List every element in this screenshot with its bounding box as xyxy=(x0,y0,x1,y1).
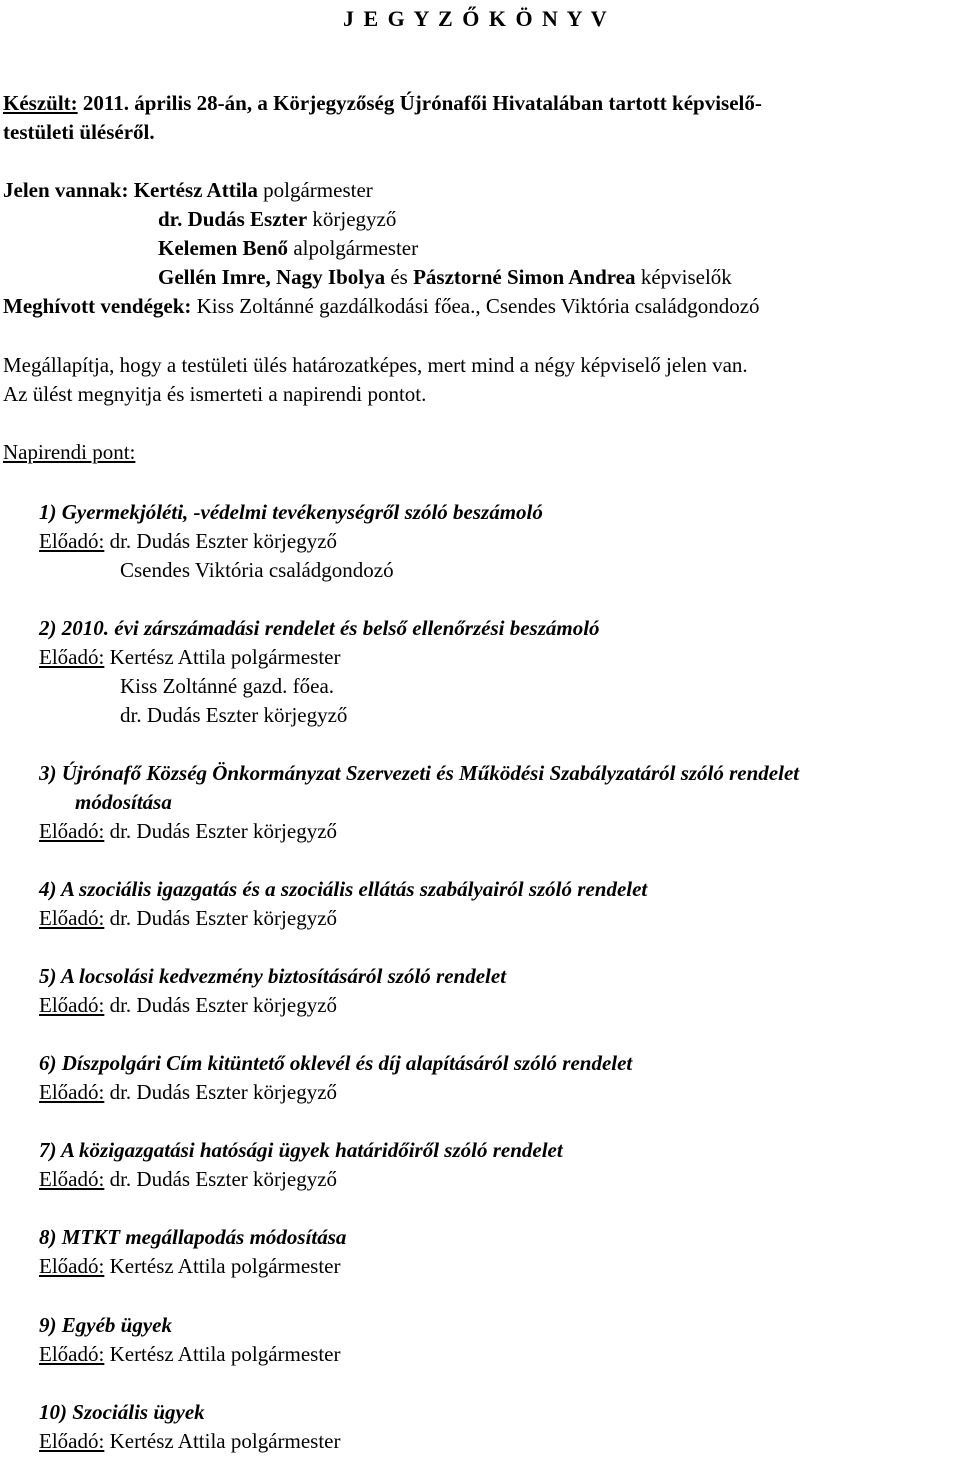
presenter-label: Előadó: xyxy=(39,819,105,843)
presenter-label: Előadó: xyxy=(39,1080,105,1104)
agenda-item-title-cont: módosítása xyxy=(75,790,172,814)
present-name: dr. Dudás Eszter xyxy=(158,207,308,231)
guests-text: Kiss Zoltánné gazdálkodási főea., Csendes Viktória családgondozó xyxy=(196,294,760,318)
presenter-line xyxy=(39,904,337,933)
presenter-line xyxy=(39,1078,337,1107)
presenter-line xyxy=(39,1252,341,1281)
present-name: Gellén Imre, Nagy Ibolya xyxy=(158,265,386,289)
presenter-name: dr. Dudás Eszter körjegyző xyxy=(109,906,338,930)
presenter-name: dr. Dudás Eszter körjegyző xyxy=(109,993,338,1017)
guests-label: Meghívott vendégek: xyxy=(3,294,192,318)
presenter-line xyxy=(39,527,337,556)
presenter-line xyxy=(39,1427,341,1456)
present-line-4 xyxy=(158,263,732,292)
presenter-line xyxy=(39,1165,337,1194)
statement-line: Megállapítja, hogy a testületi ülés határozatképes, mert mind a négy képviselő jelen van. xyxy=(3,353,748,377)
presenter-name: dr. Dudás Eszter körjegyző xyxy=(120,703,348,727)
presenter-label: Előadó: xyxy=(39,1167,105,1191)
presenter-name: Kertész Attila polgármester xyxy=(109,1429,341,1453)
agenda-item-title: 9) Egyéb ügyek xyxy=(39,1313,172,1337)
present-conjunction: és xyxy=(390,265,408,289)
present-name: Kertész Attila xyxy=(133,178,258,202)
presenter-name: Kertész Attila polgármester xyxy=(109,645,341,669)
agenda-heading: Napirendi pont: xyxy=(3,440,136,464)
present-role: körjegyző xyxy=(312,207,397,231)
present-line-2 xyxy=(158,205,396,234)
guests-line xyxy=(3,292,760,321)
document-title: J E G Y Z Ő K Ö N Y V xyxy=(343,6,609,31)
presenter-label: Előadó: xyxy=(39,529,105,553)
presenter-label: Előadó: xyxy=(39,993,105,1017)
presenter-label: Előadó: xyxy=(39,1254,105,1278)
presenter-line xyxy=(39,643,341,672)
agenda-item-title: 2) 2010. évi zárszámadási rendelet és belső ellenőrzési beszámoló xyxy=(39,616,600,640)
present-label: Jelen vannak: xyxy=(3,178,129,202)
prepared-line xyxy=(3,89,762,118)
prepared-text-cont: testületi üléséről. xyxy=(3,120,155,144)
agenda-item-title: 7) A közigazgatási hatósági ügyek határidőiről szóló rendelet xyxy=(39,1138,563,1162)
presenter-name: dr. Dudás Eszter körjegyző xyxy=(109,1167,338,1191)
presenter-name: dr. Dudás Eszter körjegyző xyxy=(109,819,338,843)
presenter-line xyxy=(39,1340,341,1369)
presenter-name: Kertész Attila polgármester xyxy=(109,1342,341,1366)
prepared-label: Készült: xyxy=(3,91,78,115)
presenter-line xyxy=(39,991,337,1020)
prepared-text: 2011. április 28-án, a Körjegyzőség Újrónafői Hivatalában tartott képviselő- xyxy=(82,91,762,115)
present-name: Kelemen Benő xyxy=(158,236,289,260)
present-role: képviselők xyxy=(640,265,732,289)
presenter-label: Előadó: xyxy=(39,906,105,930)
agenda-item-title: 6) Díszpolgári Cím kitüntető oklevél és díj alapításáról szóló rendelet xyxy=(39,1051,633,1075)
agenda-item-title: 8) MTKT megállapodás módosítása xyxy=(39,1225,347,1249)
present-role: polgármester xyxy=(263,178,373,202)
presenter-label: Előadó: xyxy=(39,1429,105,1453)
presenter-name: dr. Dudás Eszter körjegyző xyxy=(109,529,338,553)
statement-line: Az ülést megnyitja és ismerteti a napirendi pontot. xyxy=(3,382,427,406)
agenda-item-title: 4) A szociális igazgatás és a szociális ellátás szabályairól szóló rendelet xyxy=(39,877,648,901)
presenter-line xyxy=(39,817,337,846)
present-role: alpolgármester xyxy=(293,236,419,260)
presenter-label: Előadó: xyxy=(39,1342,105,1366)
agenda-item-title: 10) Szociális ügyek xyxy=(39,1400,205,1424)
agenda-item-title: 5) A locsolási kedvezmény biztosításáról szóló rendelet xyxy=(39,964,507,988)
agenda-item-title: 1) Gyermekjóléti, -védelmi tevékenységről szóló beszámoló xyxy=(39,500,543,524)
presenter-name: Csendes Viktória családgondozó xyxy=(120,558,394,582)
present-line-1 xyxy=(3,176,373,205)
presenter-label: Előadó: xyxy=(39,645,105,669)
presenter-name: Kertész Attila polgármester xyxy=(109,1254,341,1278)
present-name: Pásztorné Simon Andrea xyxy=(413,265,636,289)
agenda-item-title: 3) Újrónafő Község Önkormányzat Szervezeti és Működési Szabályzatáról szóló rendelet xyxy=(39,761,800,785)
present-line-3 xyxy=(158,234,418,263)
presenter-name: dr. Dudás Eszter körjegyző xyxy=(109,1080,338,1104)
presenter-name: Kiss Zoltánné gazd. főea. xyxy=(120,674,335,698)
